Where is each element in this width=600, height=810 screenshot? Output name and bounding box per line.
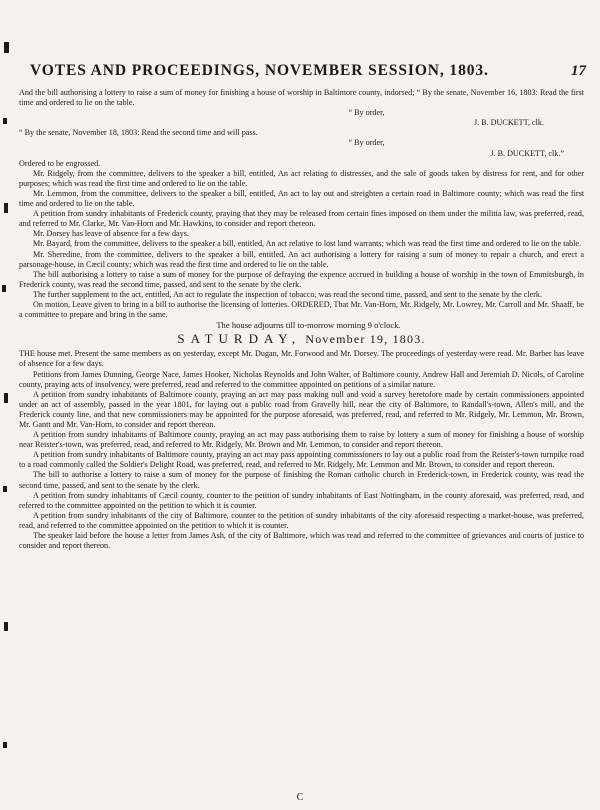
margin-mark [4, 393, 8, 403]
paragraph: Petitions from James Dunning, George Nace, James Hooker, Nicholas Reynolds and John Walter, of Baltimore county, Andrew Hall and Jeremiah D. Nicols, of Caroline county, praying acts of insolvency, were preferred, read and referred to the committee appointed on petitions of a similar nature. [19, 369, 584, 389]
header-title: VOTES AND PROCEEDINGS, NOVEMBER SESSION, 1803. [30, 62, 489, 79]
margin-mark [3, 118, 7, 124]
clerk-signature: J. B. DUCKETT, clk.” [490, 148, 564, 158]
paragraph: The speaker laid before the house a letter from James Ash, of the city of Baltimore, which was read and referred to the committee of grievances and courts of justice to consider and report thereon. [19, 531, 584, 551]
margin-mark [4, 203, 8, 213]
paragraph: A petition from sundry inhabitants of Baltimore county, praying an act may pass authorising them to raise by lottery a sum of money for finishing a house of worship near Reister's-town, was preferred, read, and referred to Mr. Ridgely, Mr. Brown and Mr. Lemmon, to consider and report thereon. [19, 430, 584, 450]
paragraph: Mr. Lemmon, from the committee, delivers to the speaker a bill, entitled, An act to lay out and streighten a certain road in Baltimore county; which was read the first time and ordered to lie on the table. [19, 188, 584, 209]
margin-mark [4, 622, 8, 631]
paragraph: A petition from sundry inhabitants of Baltimore county, praying an act may pass appointing commissioners to lay out a public road from the Reister's-town turnpike road to a road commonly called the Soldier's Delight Road, was preferred, read, and referred to Mr. Ridgely, Mr. Lemmon and Mr. Brown, to consider and report thereon. [19, 450, 584, 470]
paragraph: A petition from sundry inhabitants of the city of Baltimore, counter to the petition of sundry inhabitants of the city aforesaid respecting a market-house, was preferred, read, and referred to the committee appointed on the petition to which it is counter. [19, 510, 584, 530]
by-order-line: “ By order, [348, 108, 385, 118]
paragraph: A petition from sundry inhabitants of Baltimore county, praying an act may pass making null and void a survey heretofore made by certain commissioners appointed under an act of assembly, passed in the year 1801, for laying out a public road from Gravelly hill, near the city of Baltimore, to Randall's-town, Allen's mill, and the Frederick county line, and that new commissioners may be appointed for the purpose aforesaid, was preferred, read, and referred to Mr. Ridgely, Mr. Lemmon, Mr. Brown, Mr. Gantt and Mr. Van-Horn, to consider and report thereon. [19, 389, 584, 429]
paragraph: And the bill authorising a lottery to raise a sum of money for finishing a house of worship in Baltimore county, indorsed; “ By the senate, November 16, 1803: Read the first time and ordered to lie on the table. [19, 88, 584, 108]
paragraph: A petition from sundry inhabitants of Frederick county, praying that they may be released from certain fines imposed on them under the militia law, was preferred, read, and referred to Mr. Clarke, Mr. Van-Horn and Mr. Hawkins, to consider and report thereon. [19, 209, 584, 229]
adjournment-line: The house adjourns till to-morrow morning 9 o'clock. [216, 320, 401, 331]
paragraph: Ordered to be engrossed. [19, 158, 101, 168]
paragraph: The bill to authorise a lottery to raise a sum of money for the purpose of finishing the Roman catholic church in Frederick-town, in Frederick county, was read the second time, passed, and sent to the senate by the clerk. [19, 470, 584, 490]
day-name: SATURDAY, [177, 331, 302, 347]
paragraph: Mr. Ridgely, from the committee, delivers to the speaker a bill, entitled, An act relating to distresses, and the sale of goods taken by distress for rent, and for other purposes; which was read the first time and ordered to lie on the table. [19, 168, 584, 188]
signature-mark: C [296, 792, 304, 803]
paragraph: The bill authorising a lottery to raise a sum of money for the purpose of defraying the expence accrued in building a house of worship in the town of Emmitsburgh, in Frederick county, was read the second time, passed, and sent to the senate by the clerk. [19, 269, 584, 289]
paragraph: Mr. Dorsey has leave of absence for a few days. [33, 229, 189, 239]
paragraph: THE house met. Present the same members as on yesterday, except Mr. Dugan, Mr. Forwood and Mr. Dorsey. The proceedings of yesterday were read. Mr. Barber has leave of absence for a few days. [19, 349, 584, 369]
paragraph: The further supplement to the act, entitled, An act to regulate the inspection of tobacco, was read the second time, passed, and sent to the senate by the clerk. [33, 289, 542, 299]
margin-mark [3, 486, 7, 492]
clerk-signature: J. B. DUCKETT, clk. [473, 118, 544, 128]
margin-mark [4, 42, 9, 53]
paragraph: A petition from sundry inhabitants of Cæcil county, counter to the petition of sundry inhabitants of East Nottingham, in the county aforesaid, was preferred, read, and referred to the committee appointed on the petition to which it is counter. [19, 490, 584, 510]
day-date: November 19, 1803. [305, 332, 426, 347]
paragraph: “ By the senate, November 18, 1803: Read the second time and will pass. [19, 128, 258, 138]
margin-mark [2, 285, 6, 292]
paragraph: Mr. Sheredine, from the committee, delivers to the speaker a bill, entitled, An act authorising a lottery for raising a sum of money to repair a church, and erect a parsonage-house, in Cæcil county; which was read the first time and ordered to lie on the table. [19, 249, 584, 269]
paragraph: Mr. Bayard, from the committee, delivers to the speaker a bill, entitled, An act relative to lost land warrants; which was read the first time and ordered to lie on the table. [33, 239, 582, 249]
paragraph: On motion, Leave given to bring in a bill to authorise the licensing of lotteries. ORDERED, That Mr. Van-Horn, Mr. Ridgely, Mr. Lowrey, Mr. Carroll and Mr. Shaaff, be a committee to prepare and bring in the same. [19, 299, 585, 320]
margin-mark [3, 742, 7, 748]
proceedings-text [19, 88, 584, 551]
page-number: 17 [571, 63, 586, 79]
day-heading [19, 331, 584, 347]
by-order-line: “ By order, [348, 138, 385, 148]
page-header [30, 62, 586, 80]
ordered-word: ORDERED, [291, 299, 332, 309]
